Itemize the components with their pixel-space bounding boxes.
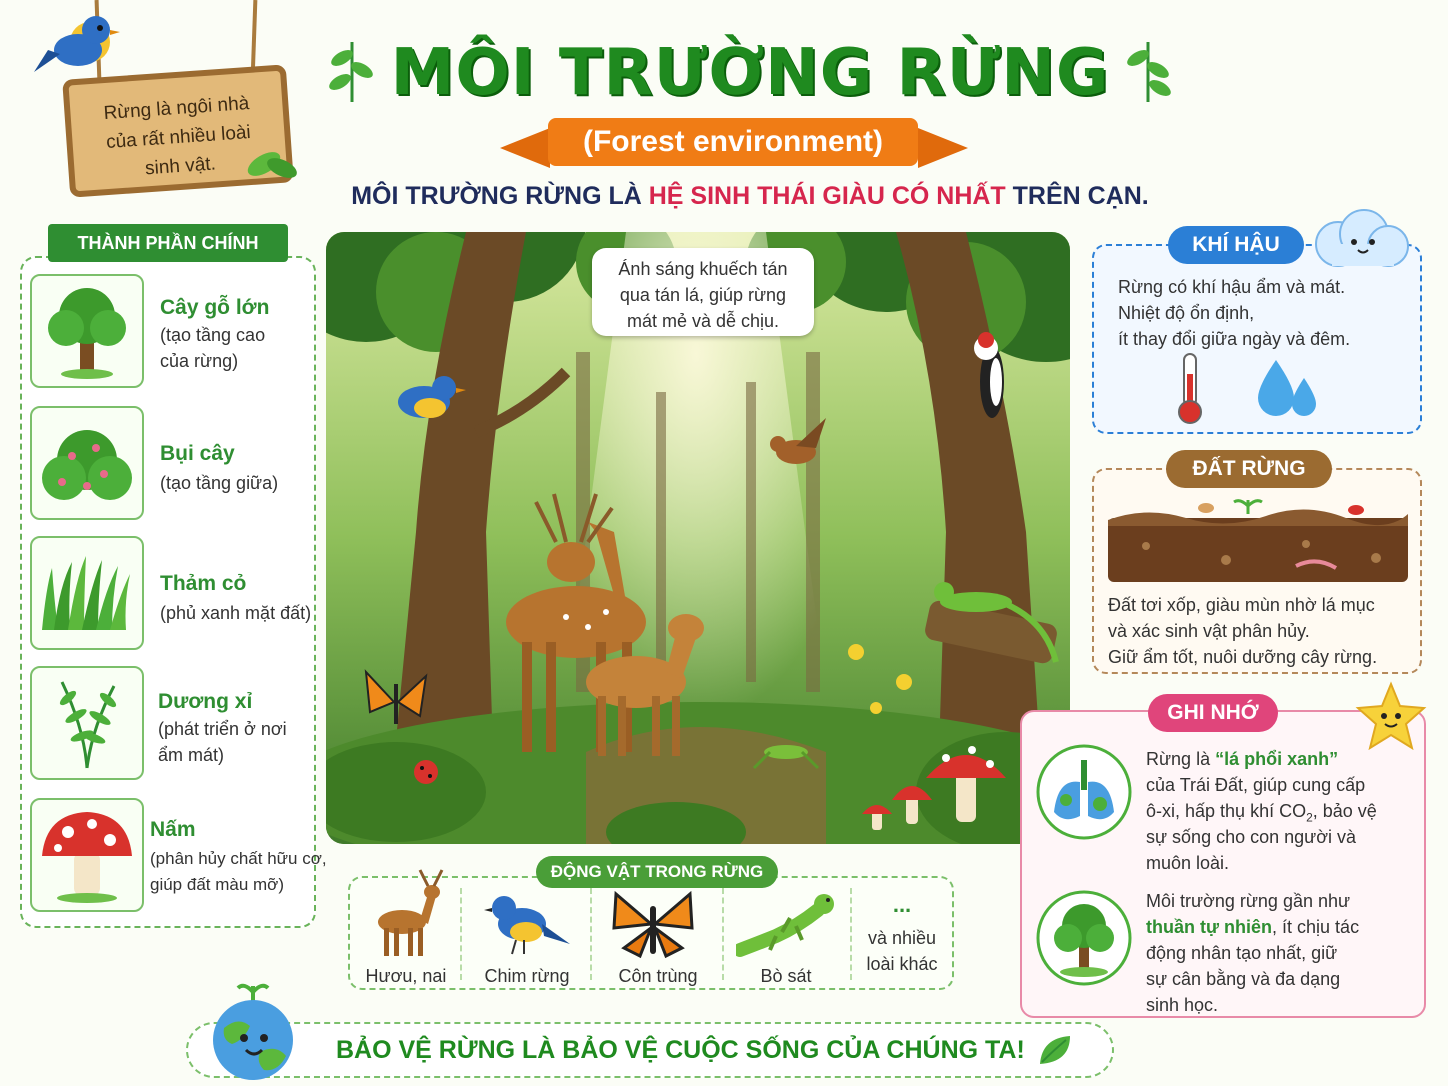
subtitle-ribbon: (Forest environment) bbox=[548, 118, 918, 166]
sign-line-1: Rừng là ngôi nhà bbox=[102, 92, 250, 125]
ribbon-tail-right bbox=[918, 128, 968, 168]
remember-p1-a: Rừng là bbox=[1146, 749, 1216, 769]
ladybug-scene bbox=[414, 760, 438, 784]
tree-desc-2: của rừng) bbox=[160, 351, 239, 371]
callout-line-3: mát mẻ và dễ chịu. bbox=[626, 311, 780, 331]
leaf-footer-icon bbox=[1036, 1032, 1074, 1068]
tree-card bbox=[30, 274, 144, 388]
page-title: MÔI TRƯỜNG RỪNG bbox=[390, 36, 1110, 110]
soil-line-3: Giữ ẩm tốt, nuôi dưỡng cây rừng. bbox=[1108, 647, 1378, 667]
tagline-highlight: HỆ SINH THÁI GIÀU CÓ NHẤT bbox=[648, 182, 1006, 210]
sign-line-3: sinh vật. bbox=[144, 153, 217, 180]
grass-title: Thảm cỏ bbox=[160, 572, 247, 595]
animal-divider-1 bbox=[460, 888, 462, 980]
remember-heading: GHI NHỚ bbox=[1148, 694, 1278, 732]
tree-circle-icon bbox=[1034, 888, 1134, 988]
tree-desc-1: (tạo tầng cao bbox=[160, 325, 266, 345]
climate-line-3: ít thay đổi giữa ngày và đêm. bbox=[1118, 329, 1351, 349]
animal-more-line-2: loài khác bbox=[866, 954, 938, 974]
cloud-icon bbox=[1308, 208, 1412, 270]
star-icon bbox=[1354, 680, 1428, 750]
deer-icon bbox=[366, 866, 448, 962]
climate-line-1: Rừng có khí hậu ẩm và mát. bbox=[1118, 277, 1346, 297]
mushroom-icon bbox=[32, 800, 142, 910]
animal-more-line-1: và nhiều bbox=[867, 928, 937, 948]
soil-layer-icon bbox=[1106, 496, 1410, 586]
remember-p1-line-4: sự sống cho con người và bbox=[1146, 827, 1357, 847]
bush-desc-1: (tạo tầng giữa) bbox=[160, 473, 279, 493]
soil-heading: ĐẤT RỪNG bbox=[1166, 450, 1332, 488]
bluebird-icon bbox=[30, 10, 120, 82]
fern-desc-2: ẩm mát) bbox=[158, 745, 225, 765]
components-heading: THÀNH PHẦN CHÍNH bbox=[48, 224, 288, 262]
fern-title: Dương xỉ bbox=[158, 690, 253, 713]
callout-line-1: Ánh sáng khuếch tán bbox=[618, 259, 788, 279]
mushroom-title: Nấm bbox=[150, 818, 196, 841]
remember-p2-line-5: sinh học. bbox=[1146, 995, 1219, 1015]
animal-label-deer: Hươu, nai bbox=[365, 966, 447, 986]
remember-p1-b: “lá phổi xanh” bbox=[1215, 749, 1339, 769]
animal-label-reptile: Bò sát bbox=[760, 966, 812, 986]
butterfly-icon bbox=[610, 888, 696, 962]
remember-p1-line-5: muôn loài. bbox=[1146, 853, 1230, 873]
remember-p2-line-1: Môi trường rừng gần như bbox=[1146, 891, 1351, 911]
leaf-right-decoration-icon bbox=[1122, 38, 1174, 104]
thermometer-icon bbox=[1172, 350, 1208, 426]
water-drops-icon bbox=[1254, 356, 1322, 420]
grass-icon bbox=[32, 538, 142, 648]
earth-icon bbox=[204, 982, 302, 1082]
mushroom-desc-1: (phân hủy chất hữu cơ, bbox=[150, 849, 327, 868]
animal-label-insect: Côn trùng bbox=[618, 966, 698, 986]
animal-divider-3 bbox=[722, 888, 724, 980]
animal-divider-2 bbox=[590, 888, 592, 980]
remember-p2-line-4: sự cân bằng và đa dạng bbox=[1146, 969, 1341, 989]
animal-label-bird: Chim rừng bbox=[484, 966, 570, 986]
ribbon-tail-left bbox=[500, 128, 550, 168]
tree-title: Cây gỗ lớn bbox=[160, 296, 270, 319]
climate-line-2: Nhiệt độ ổn định, bbox=[1118, 303, 1255, 323]
remember-p1-l3a: ô-xi, hấp thụ khí CO bbox=[1146, 801, 1307, 821]
soil-line-2: và xác sinh vật phân hủy. bbox=[1108, 621, 1310, 641]
co2-subscript: 2 bbox=[1306, 810, 1313, 825]
remember-p1-l3b: , bảo vệ bbox=[1312, 801, 1377, 821]
mushroom-card bbox=[30, 798, 144, 912]
tagline bbox=[300, 182, 1200, 211]
bush-card bbox=[30, 406, 144, 520]
lizard-icon bbox=[736, 888, 836, 958]
bush-title: Bụi cây bbox=[160, 442, 235, 465]
lungs-icon bbox=[1034, 742, 1134, 842]
tagline-post: TRÊN CẠN. bbox=[1005, 182, 1149, 210]
remember-p2-l2a: thuần tự nhiên bbox=[1146, 917, 1273, 937]
soil-line-1: Đất tơi xốp, giàu mùn nhờ lá mục bbox=[1108, 595, 1375, 615]
climate-heading: KHÍ HẬU bbox=[1168, 226, 1304, 264]
callout-line-2: qua tán lá, giúp rừng bbox=[619, 285, 787, 305]
sign-line-2: của rất nhiều loài bbox=[105, 121, 252, 154]
animal-more-dots: ... bbox=[892, 892, 912, 917]
remember-p2-l2b: , ít chịu tác bbox=[1272, 917, 1360, 937]
light-callout bbox=[592, 248, 814, 336]
leaf-left-decoration-icon bbox=[326, 38, 378, 104]
fern-card bbox=[30, 666, 144, 780]
grass-card bbox=[30, 536, 144, 650]
bush-icon bbox=[32, 408, 142, 518]
remember-p2-line-3: động nhân tạo nhất, giữ bbox=[1146, 943, 1338, 963]
remember-p2-line-2 bbox=[1146, 914, 1359, 940]
bird-icon bbox=[482, 884, 572, 964]
animals-heading: ĐỘNG VẬT TRONG RỪNG bbox=[536, 856, 778, 888]
leaf-sign-icon bbox=[244, 140, 300, 190]
grass-desc-1: (phủ xanh mặt đất) bbox=[160, 603, 312, 623]
mushroom-desc-2: giúp đất màu mỡ) bbox=[150, 875, 284, 894]
tagline-pre: MÔI TRƯỜNG RỪNG LÀ bbox=[351, 182, 649, 210]
footer-slogan: BẢO VỆ RỪNG LÀ BẢO VỆ CUỘC SỐNG CỦA CHÚNG TA! bbox=[336, 1036, 1025, 1064]
remember-p1-line-1 bbox=[1146, 746, 1338, 772]
remember-p1-line-2: của Trái Đất, giúp cung cấp bbox=[1146, 775, 1366, 795]
fern-desc-1: (phát triển ở nơi bbox=[158, 719, 287, 739]
tree-icon bbox=[32, 276, 142, 386]
fern-icon bbox=[32, 668, 142, 778]
